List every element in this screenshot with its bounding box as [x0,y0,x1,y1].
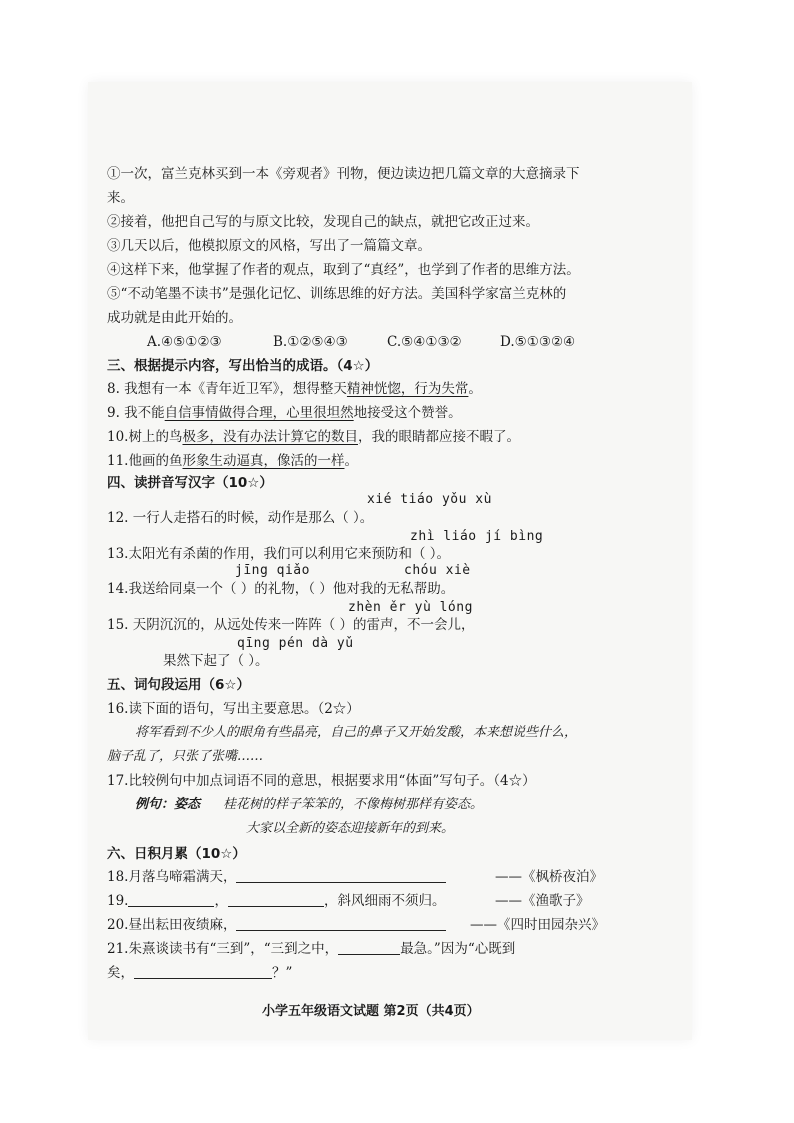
pinyin-14b: chóu xiè [404,563,471,578]
section-3-title: 三、根据提示内容，写出恰当的成语。（4☆） [107,358,379,374]
q21-text-d: ？” [272,965,293,981]
example-sentence-2: 大家以全新的姿态迎接新年的到来。 [246,821,455,836]
q18-text: 18.月落乌啼霜满天， [107,869,237,885]
q21-blank-1[interactable] [338,940,400,955]
option-b: B.①②⑤④③ [273,334,348,350]
question-14: 14.我送给同桌一个（ ）的礼物，（ ）他对我的无私帮助。 [107,581,455,597]
q19-source: ——《渔歌子》 [495,893,590,909]
question-15: 15. 天阴沉沉的，从远处传来一阵阵（ ）的雷声，不一会儿， [107,617,475,633]
q20-text: 20.昼出耘田夜绩麻， [107,917,237,933]
sentence-1: ①一次，富兰克林买到一本《旁观者》刊物，便边读边把几篇文章的大意摘录下 [107,166,580,182]
example-label: 例句：姿态 [135,797,201,812]
q21-text-a: 21.朱熹谈读书有“三到”，“三到之中， [107,941,339,957]
question-21-cont [107,964,292,982]
q21-text-b: 最急。”因为“心既到 [400,941,516,957]
question-13: 13.太阳光有杀菌的作用，我们可以利用它来预防和（ ）。 [107,546,451,562]
section-6-title: 六、日积月累（10☆） [107,846,246,862]
q18-answer-blank[interactable] [236,868,446,883]
q19-text: ，斜风细雨不须归。 [323,893,446,909]
q10-text: 10.树上的鸟 [107,429,183,445]
option-a: A.④⑤①②③ [147,334,222,350]
question-20 [107,916,446,934]
q9-text: 9. 我不能 [107,405,165,421]
section-4-title: 四、读拼音写汉字（10☆） [107,475,273,491]
q11-text: 11.他画的鱼 [107,453,183,469]
sentence-3: ③几天以后，他模拟原文的风格，写出了一篇篇文章。 [107,238,431,254]
pinyin-15a: zhèn ěr yù lóng [348,600,473,615]
pinyin-12: xié tiáo yǒu xù [367,492,492,507]
question-21 [107,940,515,958]
page-footer: 小学五年级语文试题 第2页（共4页） [262,1004,480,1019]
q11-hint: 形象生动逼真，像活的一样 [182,453,345,469]
question-10 [107,428,520,446]
sentence-5-cont: 成功就是由此开始的。 [107,310,242,326]
q9-hint: 自信事情做得合理，心里很坦然 [164,405,354,421]
question-11 [107,452,358,470]
q20-source: ——《四时田园杂兴》 [470,917,605,933]
section-5-title: 五、词句段运用（6☆） [107,677,250,693]
pinyin-13: zhì liáo jí bìng [410,529,544,544]
question-19: 19. ， ，斜风细雨不须归。 [107,893,446,909]
example-sentence-1: 桂花树的样子笨笨的，不像梅树那样有姿态。 [223,797,484,812]
question-9 [107,404,462,422]
pinyin-15b: qīng pén dà yǔ [237,636,354,651]
option-c: C.⑤④①③② [387,334,462,350]
q20-answer-blank[interactable] [236,916,446,931]
pinyin-14a: jīng qiǎo [235,563,310,578]
sentence-2: ②接着，他把自己写的与原文比较，发现自己的缺点，就把它改正过来。 [107,214,539,230]
q10-end: ，我的眼睛都应接不暇了。 [357,429,520,445]
q8-text: 8. 我想有一本《青年近卫军》，想得整天 [107,381,347,397]
question-12: 12. 一行人走搭石的时候，动作是那么（ ）。 [107,510,374,526]
q19-number: 19. [107,893,129,909]
question-16: 16.读下面的语句，写出主要意思。（2☆） [107,701,360,717]
question-17: 17.比较例句中加点词语不同的意思，根据要求用“体面”写句子。（4☆） [107,773,536,789]
q11-end: 。 [344,453,358,469]
q21-text-c: 矣， [107,965,134,981]
q18-source: ——《枫桥夜泊》 [495,869,603,885]
option-d: D.⑤①③②④ [500,334,576,350]
q19-blank-2[interactable] [228,892,324,907]
q10-hint: 极多，没有办法计算它的数目 [182,429,358,445]
sentence-1-cont: 来。 [107,190,134,206]
q8-hint: 精神恍惚，行为失常 [346,381,469,397]
sentence-4: ④这样下来，他掌握了作者的观点，取到了“真经”，也学到了作者的思维方法。 [107,262,580,278]
question-18 [107,868,446,886]
question-15-cont: 果然下起了（ ）。 [163,653,269,669]
sentence-5: ⑤“不动笔墨不读书”是强化记忆、训练思维的好方法。美国科学家富兰克林的 [107,286,567,302]
reading-passage-cont: 脑子乱了，只张了张嘴…… [107,749,264,764]
q19-blank-1[interactable] [128,892,214,907]
question-8 [107,380,482,398]
q9-end: 地接受这个赞誉。 [353,405,462,421]
reading-passage: 将军看到不少人的眼角有些晶亮，自己的鼻子又开始发酸，本来想说些什么， [135,725,578,740]
q21-blank-2[interactable] [134,964,272,979]
q8-end: 。 [468,381,482,397]
